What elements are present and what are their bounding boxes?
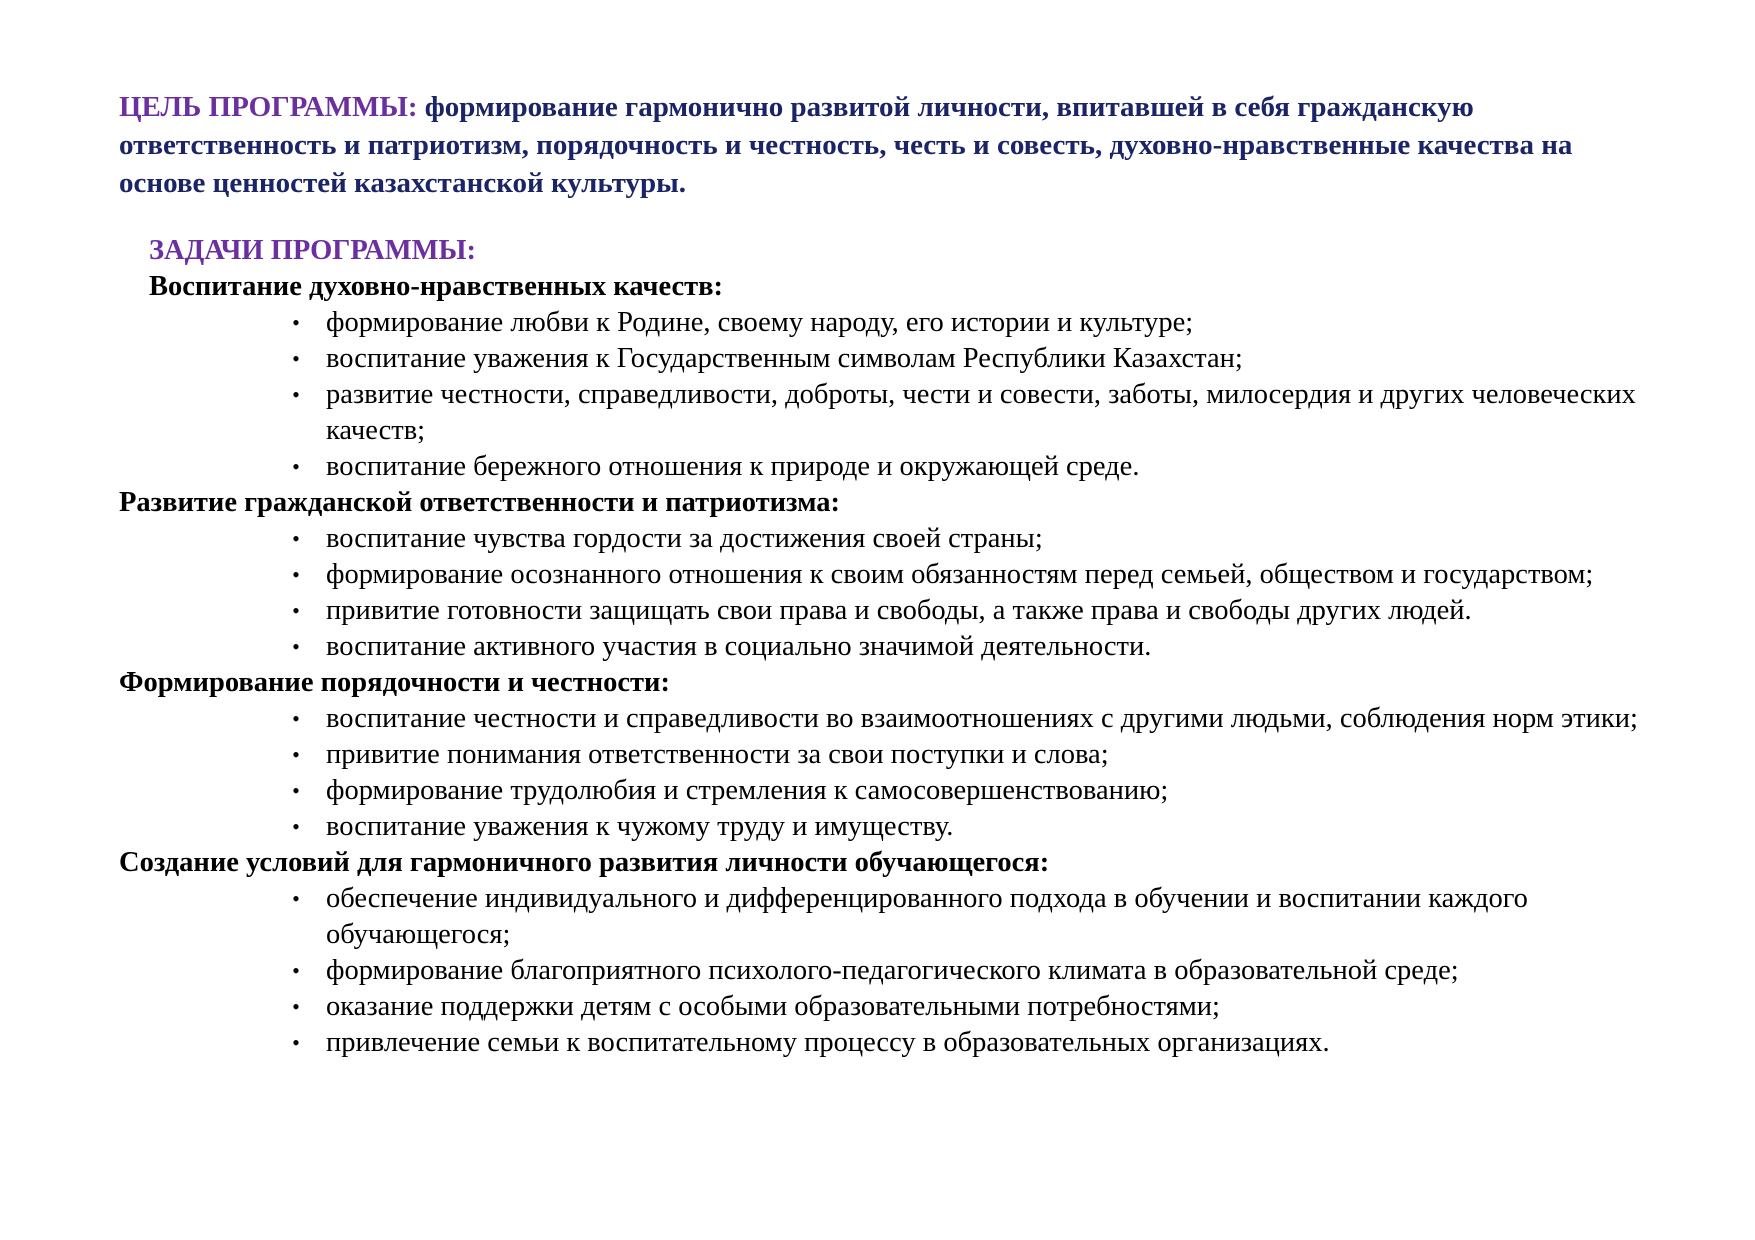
program-goal-text: формирование гармонично развитой личности, впитавшей в себя гражданскую ответственность и патриотизм, порядочность и честность, честь и совесть, духовно-нравственные качества на основе ценностей казахстанской культуры. bbox=[119, 91, 1573, 199]
list-item bbox=[292, 881, 1649, 953]
list-item-text: воспитание активного участия в социально значимой деятельности. bbox=[326, 631, 1152, 662]
section-heading: Формирование порядочности и честности: bbox=[119, 667, 670, 698]
list-item bbox=[292, 593, 1649, 629]
list-item-text: воспитание чувства гордости за достижения своей страны; bbox=[326, 523, 1043, 554]
program-tasks bbox=[119, 233, 1649, 1061]
list-item bbox=[292, 521, 1649, 557]
list-item bbox=[292, 737, 1649, 773]
list-item-text: формирование любви к Родине, своему народу, его истории и культуре; bbox=[326, 307, 1194, 338]
list-item-text: формирование благоприятного психолого-педагогического климата в образовательной среде; bbox=[326, 955, 1459, 986]
section-heading: Создание условий для гармоничного развития личности обучающегося: bbox=[119, 847, 1050, 878]
list-item bbox=[292, 989, 1649, 1025]
bullet-icon: • bbox=[292, 958, 300, 983]
bullet-icon: • bbox=[292, 598, 300, 623]
list-item bbox=[292, 377, 1649, 449]
program-goal bbox=[119, 88, 1639, 202]
list-item bbox=[292, 953, 1649, 989]
list-item-text: воспитание уважения к Государственным символам Республики Казахстан; bbox=[326, 343, 1243, 374]
list-item bbox=[292, 773, 1649, 809]
bullet-icon: • bbox=[292, 706, 300, 731]
list-item-text: формирование осознанного отношения к своим обязанностям перед семьей, обществом и государством; bbox=[326, 559, 1594, 590]
bullet-icon: • bbox=[292, 346, 300, 371]
bullet-icon: • bbox=[292, 742, 300, 767]
bullet-icon: • bbox=[292, 382, 300, 407]
program-goal-label: ЦЕЛЬ ПРОГРАММЫ: bbox=[119, 91, 418, 123]
bullet-icon: • bbox=[292, 454, 300, 479]
bullet-icon: • bbox=[292, 778, 300, 803]
section-heading: Воспитание духовно-нравственных качеств: bbox=[149, 271, 724, 302]
bullet-icon: • bbox=[292, 310, 300, 335]
bullet-icon: • bbox=[292, 1030, 300, 1055]
bullet-icon: • bbox=[292, 994, 300, 1019]
bullet-icon: • bbox=[292, 886, 300, 911]
bullet-icon: • bbox=[292, 562, 300, 587]
list-item-text: привитие понимания ответственности за свои поступки и слова; bbox=[326, 739, 1109, 770]
section-heading: Развитие гражданской ответственности и патриотизма: bbox=[119, 487, 841, 518]
bullet-icon: • bbox=[292, 526, 300, 551]
bullet-icon: • bbox=[292, 634, 300, 659]
list-item-text: обеспечение индивидуального и дифференцированного подхода в обучении и воспитании каждого обучающегося; bbox=[326, 883, 1528, 950]
list-item bbox=[292, 557, 1649, 593]
list-item-text: привитие готовности защищать свои права и свободы, а также права и свободы других людей. bbox=[326, 595, 1472, 626]
bullet-list bbox=[119, 305, 1649, 485]
list-item bbox=[292, 809, 1649, 845]
list-item-text: формирование трудолюбия и стремления к самосовершенствованию; bbox=[326, 775, 1169, 806]
bullet-list bbox=[119, 701, 1649, 845]
list-item-text: воспитание уважения к чужому труду и имуществу. bbox=[326, 811, 954, 842]
list-item bbox=[292, 1025, 1649, 1061]
list-item-text: развитие честности, справедливости, доброты, чести и совести, заботы, милосердия и других человеческих качеств; bbox=[326, 379, 1636, 446]
bullet-icon: • bbox=[292, 814, 300, 839]
list-item bbox=[292, 341, 1649, 377]
list-item bbox=[292, 701, 1649, 737]
list-item bbox=[292, 305, 1649, 341]
tasks-heading: ЗАДАЧИ ПРОГРАММЫ: bbox=[149, 235, 477, 266]
list-item-text: воспитание бережного отношения к природе и окружающей среде. bbox=[326, 451, 1140, 482]
list-item-text: оказание поддержки детям с особыми образовательными потребностями; bbox=[326, 991, 1220, 1022]
list-item-text: воспитание честности и справедливости во взаимоотношениях с другими людьми, соблюдения норм этики; bbox=[326, 703, 1638, 734]
bullet-list bbox=[119, 881, 1649, 1061]
list-item-text: привлечение семьи к воспитательному процессу в образовательных организациях. bbox=[326, 1027, 1330, 1058]
list-item bbox=[292, 449, 1649, 485]
bullet-list bbox=[119, 521, 1649, 665]
list-item bbox=[292, 629, 1649, 665]
